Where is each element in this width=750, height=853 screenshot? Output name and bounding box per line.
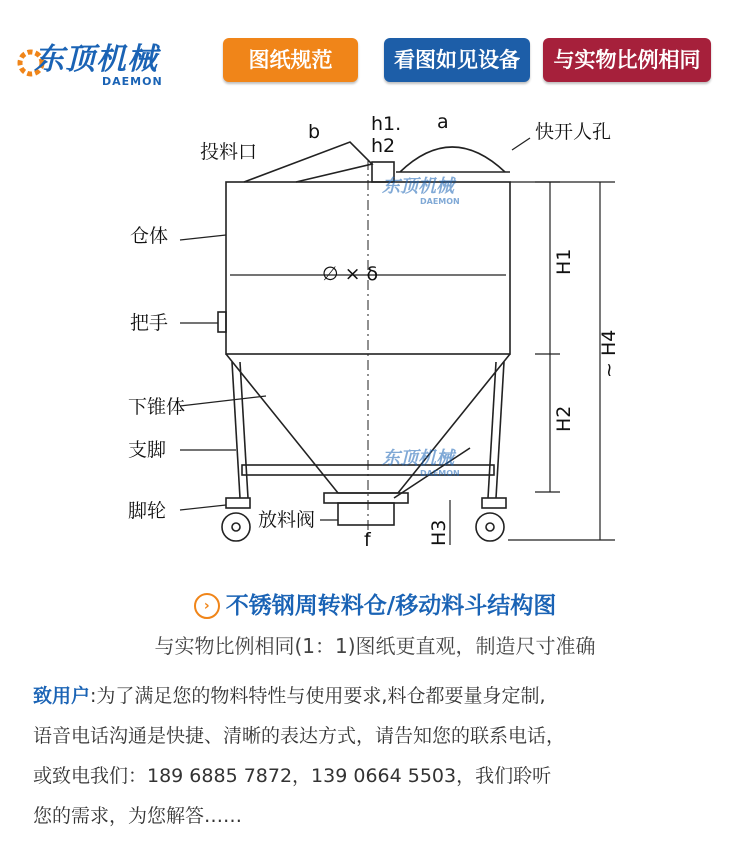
dim-b: b [308,121,321,143]
dim-diameter: ∅ × δ [322,263,379,285]
label-bin-body: 仓体 [130,225,169,247]
right-leg [496,362,504,498]
label-handle: 把手 [130,312,169,334]
dim-f: f [364,529,371,551]
label-discharge-valve: 放料阀 [258,509,316,531]
handle-outline [218,312,226,332]
watermark: 东顶机械 [382,176,454,197]
company-logo [14,42,164,92]
dim-H1: H1 [553,248,575,275]
left-leg [232,362,240,498]
logo-brand: 东顶机械 [34,42,158,77]
notice-line-2: 语音电话沟通是快捷、清晰的表达方式，请告知您的联系电话， [33,725,566,747]
dim-h1: h1. [371,113,402,135]
notice-line-1-text: :为了满足您的物料特性与使用要求,料仓都要量身定制, [90,685,546,707]
arrow-circle-icon: › [194,593,220,619]
right-caster [476,513,504,541]
notice-lead: 致用户 [33,685,91,707]
dim-H4: ~ H4 [598,329,620,378]
inlet-chute [244,142,372,182]
manhole-outline [400,147,505,172]
label-manhole: 快开人孔 [535,121,612,143]
notice-line-4: 您的需求，为您解答…… [33,805,243,827]
diagram-caption [0,587,750,620]
badge-standard-drawing: 图纸规范 [223,38,358,82]
label-lower-cone: 下锥体 [128,396,186,418]
watermark-sub-2: DAEMON [420,469,460,478]
dim-h2: h2 [371,135,396,157]
logo-sub: DAEMON [102,75,163,88]
badge-same-scale: 与实物比例相同 [543,38,711,82]
caption-text: 不锈钢周转料仓/移动料斗结构图 [225,593,557,619]
diagram-subcaption: 与实物比例相同(1：1)图纸更直观，制造尺寸准确 [154,634,596,658]
dim-a: a [437,111,449,133]
dim-H3: H3 [428,519,450,546]
left-caster [222,513,250,541]
label-casters: 脚轮 [128,500,167,522]
dim-H2: H2 [553,405,575,432]
label-hopper-inlet: 投料口 [200,141,258,163]
watermark-sub: DAEMON [420,197,460,206]
notice-line-1 [33,676,723,716]
user-notice [33,676,723,836]
watermark-2: 东顶机械 [382,448,454,469]
notice-line-3: 或致电我们：189 6885 7872，139 0664 5503，我们聆听 [33,765,552,787]
hopper-structure-diagram [0,100,750,560]
label-legs: 支脚 [128,439,167,461]
badge-see-equipment: 看图如见设备 [384,38,530,82]
